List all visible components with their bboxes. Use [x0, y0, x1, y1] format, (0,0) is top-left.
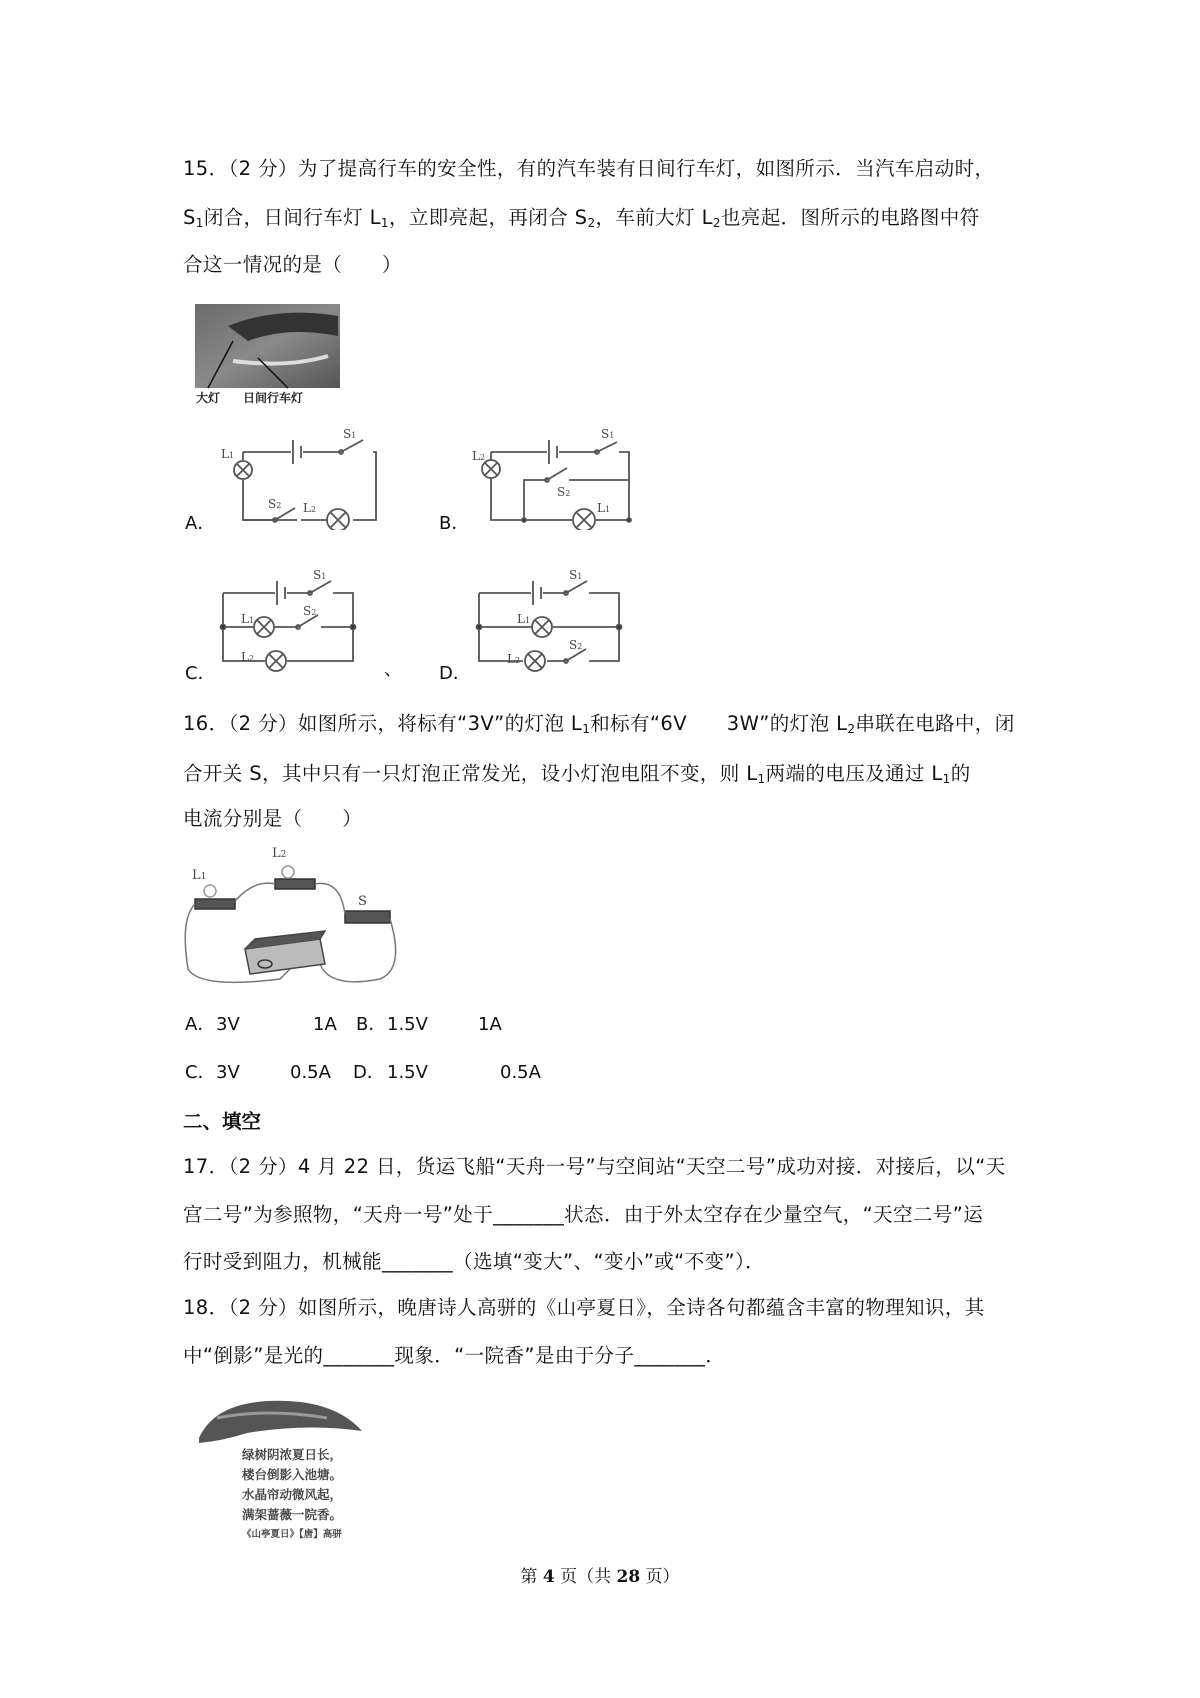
- q16-option-a-voltage: 3V: [216, 1014, 240, 1035]
- svg-text:L2: L2: [272, 846, 287, 861]
- text-run: 合这一情况的是（ ）: [183, 253, 402, 276]
- svg-text:L2: L2: [507, 652, 521, 666]
- text-run: 的: [950, 762, 971, 785]
- option-b-label[interactable]: B．: [439, 513, 470, 534]
- text-run: 两端的电压及通过 L: [765, 762, 943, 785]
- text-run: 18．（2 分）如图所示，晚唐诗人高骈的《山亭夏日》，全诗各句都蕴含丰富的物理知识，其: [183, 1296, 985, 1319]
- q15-line-3: [183, 252, 402, 278]
- circuit-d[interactable]: [469, 561, 639, 680]
- text-run: ，立即亮起，再闭合 S: [388, 206, 588, 229]
- page-footer: [0, 1562, 1200, 1587]
- subscript: 2: [587, 216, 596, 230]
- separator-mark: 、: [384, 659, 402, 680]
- svg-text:S1: S1: [569, 568, 583, 582]
- svg-text:S2: S2: [303, 604, 317, 618]
- q16-option-a-letter[interactable]: A．: [185, 1014, 216, 1035]
- subscript: 1: [757, 772, 766, 786]
- q16-option-c-letter[interactable]: C．: [185, 1062, 216, 1083]
- text-run: 电流分别是（ ）: [183, 807, 363, 830]
- svg-text:S2: S2: [268, 497, 282, 511]
- car-photo: [188, 296, 340, 406]
- text-run: 17．（2 分）4 月 22 日，货运飞船“天舟一号”与空间站“天空二号”成功对接．对接后，以“天: [183, 1155, 1006, 1178]
- text-run: 串联在电路中，闭: [855, 712, 1015, 735]
- circuit-c[interactable]: [213, 561, 383, 680]
- svg-text:L1: L1: [192, 868, 207, 883]
- text-run: 16．（2 分）如图所示，将标有“3V”的灯泡 L: [183, 712, 583, 735]
- poem-line-1: 绿树阴浓夏日长，: [242, 1447, 343, 1462]
- option-c-label[interactable]: C．: [185, 663, 216, 684]
- option-a-label[interactable]: A．: [185, 513, 216, 534]
- text-run: 15．（2 分）为了提高行车的安全性，有的汽车装有日间行车灯，如图所示．当汽车启动时，: [183, 157, 995, 180]
- svg-text:S1: S1: [601, 427, 615, 441]
- series-circuit-photo: [180, 839, 410, 993]
- total-pages: 28: [616, 1567, 641, 1587]
- text-run: 宫二号”为参照物，“天舟一号”处于_______状态．由于外太空存在少量空气，“天空二号”运: [183, 1203, 984, 1226]
- poem-line-3: 水晶帘动微风起，: [242, 1487, 343, 1502]
- headlight-label: 大灯: [196, 391, 221, 405]
- q15-line-1: [183, 156, 994, 182]
- text-run: ，车前大灯 L: [595, 206, 713, 229]
- svg-text:L1: L1: [221, 447, 235, 461]
- q16-option-c-current: 0.5A: [290, 1062, 331, 1083]
- q16-option-c-voltage: 3V: [216, 1062, 240, 1083]
- text-run: 和标有“6V 3W”的灯泡 L: [590, 712, 848, 735]
- q16-line-1: [183, 711, 1015, 737]
- q16-line-3: [183, 806, 362, 832]
- svg-text:L2: L2: [472, 449, 486, 463]
- footer-suffix: 页）: [640, 1567, 680, 1587]
- poem-attribution: 《山亭夏日》【唐】高骈: [242, 1529, 342, 1540]
- q16-option-a-current: 1A: [313, 1014, 337, 1035]
- circuit-a[interactable]: [213, 420, 393, 534]
- subscript: 1: [582, 722, 591, 736]
- q16-option-d-voltage: 1.5V: [387, 1062, 428, 1083]
- q17-line-1: [183, 1154, 1006, 1180]
- text-run: 中“倒影”是光的_______现象．“一院香”是由于分子_______．: [183, 1344, 726, 1367]
- svg-text:L2: L2: [303, 501, 317, 515]
- text-run: 闭合，日间行车灯 L: [203, 206, 381, 229]
- poem-image: [187, 1393, 382, 1553]
- footer-prefix: 第: [520, 1567, 543, 1587]
- svg-text:S1: S1: [343, 427, 357, 441]
- subscript: 2: [847, 722, 856, 736]
- q16-option-b-current: 1A: [478, 1014, 502, 1035]
- svg-text:S: S: [358, 894, 367, 909]
- poem-line-4: 满架蔷薇一院香。: [242, 1507, 343, 1522]
- svg-text:S2: S2: [557, 485, 571, 499]
- q18-line-1: [183, 1295, 985, 1321]
- subscript: 1: [195, 216, 204, 230]
- svg-text:S1: S1: [313, 568, 327, 582]
- q16-option-b-letter[interactable]: B．: [356, 1014, 387, 1035]
- svg-text:L1: L1: [241, 612, 255, 626]
- text-run: 合开关 S，其中只有一只灯泡正常发光，设小灯泡电阻不变，则 L: [183, 762, 758, 785]
- option-d-label[interactable]: D．: [439, 663, 471, 684]
- subscript: 1: [942, 772, 951, 786]
- q18-line-2: [183, 1343, 725, 1369]
- svg-text:L2: L2: [241, 650, 255, 664]
- current-page: 4: [542, 1567, 555, 1587]
- footer-middle: 页（共: [554, 1567, 617, 1587]
- text-run: 行时受到阻力，机械能_______（选填“变大”、“变小”或“不变”）．: [183, 1250, 766, 1273]
- q17-line-2: [183, 1202, 983, 1228]
- section-heading: 二、填空: [183, 1110, 262, 1133]
- q16-option-d-letter[interactable]: D．: [353, 1062, 385, 1083]
- circuit-b[interactable]: [469, 420, 649, 534]
- subscript: 2: [712, 216, 721, 230]
- drl-label: 日间行车灯: [243, 391, 304, 405]
- q17-line-3: [183, 1249, 765, 1275]
- svg-text:L1: L1: [517, 612, 531, 626]
- q15-line-2: [183, 205, 980, 231]
- text-run: 也亮起．图所示的电路图中符: [720, 206, 980, 229]
- q16-line-2: [183, 761, 971, 787]
- text-run: S: [183, 206, 196, 229]
- subscript: 1: [380, 216, 389, 230]
- q16-option-d-current: 0.5A: [500, 1062, 541, 1083]
- q16-option-b-voltage: 1.5V: [387, 1014, 428, 1035]
- svg-text:S2: S2: [569, 638, 583, 652]
- poem-line-2: 楼台倒影入池塘。: [242, 1467, 343, 1482]
- svg-text:L1: L1: [597, 501, 611, 515]
